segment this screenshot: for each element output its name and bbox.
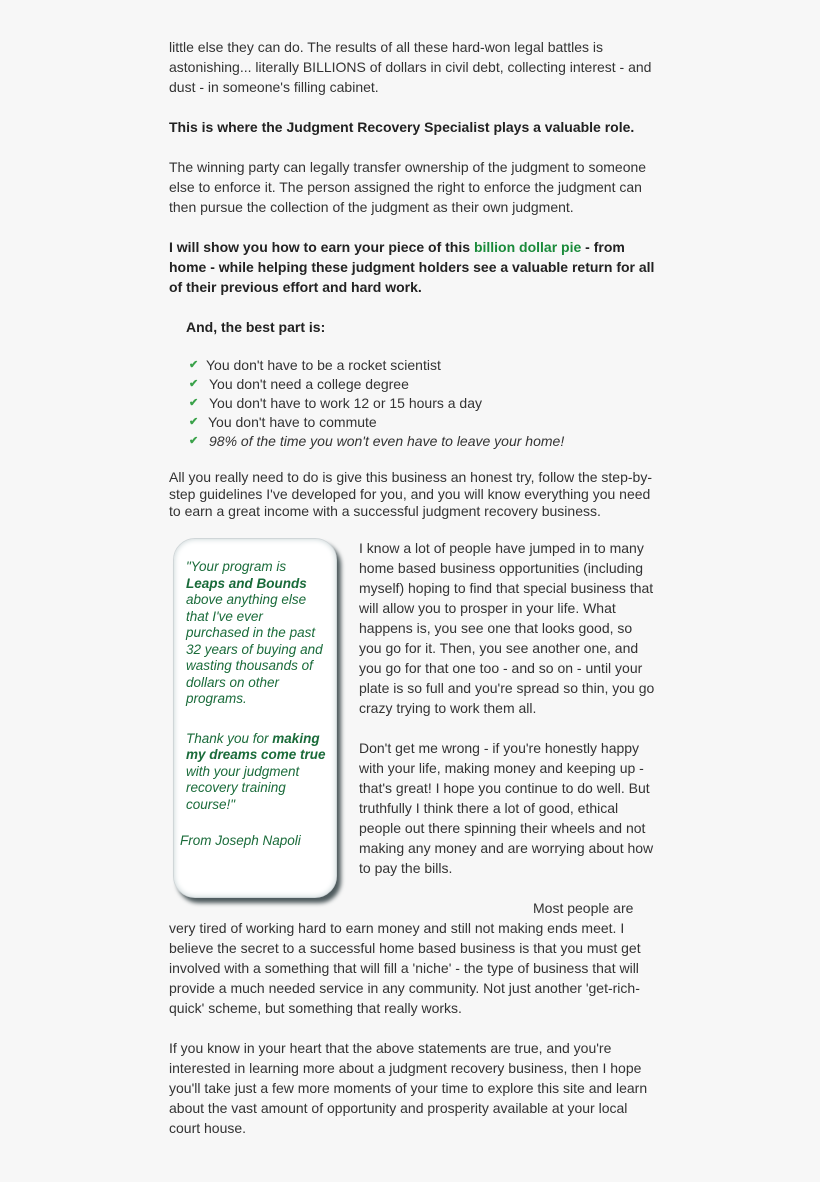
list-item: ✔ 98% of the time you won't even have to leave your home! bbox=[189, 432, 565, 449]
testimonial-box bbox=[173, 538, 337, 898]
testimonial-thanks: Thank you for making my dreams come true with your judgment recovery training course!" bbox=[186, 730, 326, 812]
check-icon: ✔ bbox=[189, 358, 199, 371]
transfer-paragraph: The winning party can legally transfer ownership of the judgment to someone else to enforce it. The person assigned the right to enforce the judgment can then pursue the collection of the judgment as their own judgment. bbox=[169, 159, 647, 215]
check-icon: ✔ bbox=[189, 377, 199, 390]
testimonial-quote: "Your program is Leaps and Bounds above anything else that I've ever purchased in the past 32 years of buying and wasting thousands of dollars on other programs. bbox=[186, 559, 323, 706]
list-item: ✔ You don't need a college degree bbox=[189, 375, 409, 392]
intro-paragraph: little else they can do. The results of all these hard-won legal battles is astonishing... literally BILLIONS of dollars in civil debt, collecting interest - and dust - in someone's filling cabinet. bbox=[169, 39, 652, 95]
article bbox=[169, 37, 657, 1138]
best-part-heading: And, the best part is: bbox=[186, 319, 326, 335]
testimonial-section bbox=[169, 538, 657, 1018]
opportunities-paragraph: I know a lot of people have jumped in to many home based business opportunities (including myself) hoping to find that special business that will allow you to prosper in your life. What happens is, you see one that looks good, so you go for it. Then, you see another one, and you go for that one too - and so on - until your plate is so full and you're spread so thin, you go crazy trying to work them all. bbox=[359, 540, 655, 716]
check-icon: ✔ bbox=[189, 415, 199, 428]
offer-paragraph bbox=[169, 237, 657, 297]
offer-text-after: - from home - while helping these judgment holders see a valuable return for all of their previous effort and hard work. bbox=[169, 239, 655, 295]
niche-paragraph: Most people are very tired of working hard to earn money and still not making ends meet. I believe the secret to a successful home based business is that you must get involved with a something that will fill a 'niche' - the type of business that will provide a much needed service in any community. Not just another 'get-rich-quick' scheme, but something that really works. bbox=[169, 900, 641, 1016]
specialist-role-statement: This is where the Judgment Recovery Specialist plays a valuable role. bbox=[169, 119, 635, 135]
honesty-paragraph: Don't get me wrong - if you're honestly happy with your life, making money and keeping up - that's great! I hope you continue to do well. But truthfully I think there a lot of good, ethical people out there spinning their wheels and not making any money and are worrying about how to pay the bills. bbox=[359, 740, 654, 876]
list-item: ✔ You don't have to work 12 or 15 hours a day bbox=[189, 394, 483, 411]
billion-dollar-pie-highlight: billion dollar pie bbox=[473, 239, 582, 255]
honest-try-paragraph: All you really need to do is give this business an honest try, follow the step-by-step guidelines I've developed for you, and you will know everything you need to earn a great income with a successful judgment recovery business. bbox=[169, 469, 652, 519]
closing-paragraph: If you know in your heart that the above statements are true, and you're interested in learning more about a judgment recovery business, then I hope you'll take just a few more moments of your time to explore this site and learn about the vast amount of opportunity and prosperity available at your local court house. bbox=[169, 1040, 648, 1136]
check-icon: ✔ bbox=[189, 396, 199, 409]
check-icon: ✔ bbox=[189, 434, 199, 447]
list-item: ✔ You don't have to commute bbox=[189, 413, 377, 430]
offer-text-before: I will show you how to earn your piece of this bbox=[169, 239, 474, 255]
benefits-checklist bbox=[169, 355, 657, 450]
list-item: ✔ You don't have to be a rocket scientist bbox=[189, 356, 441, 373]
testimonial-signature: From Joseph Napoli bbox=[180, 833, 301, 848]
